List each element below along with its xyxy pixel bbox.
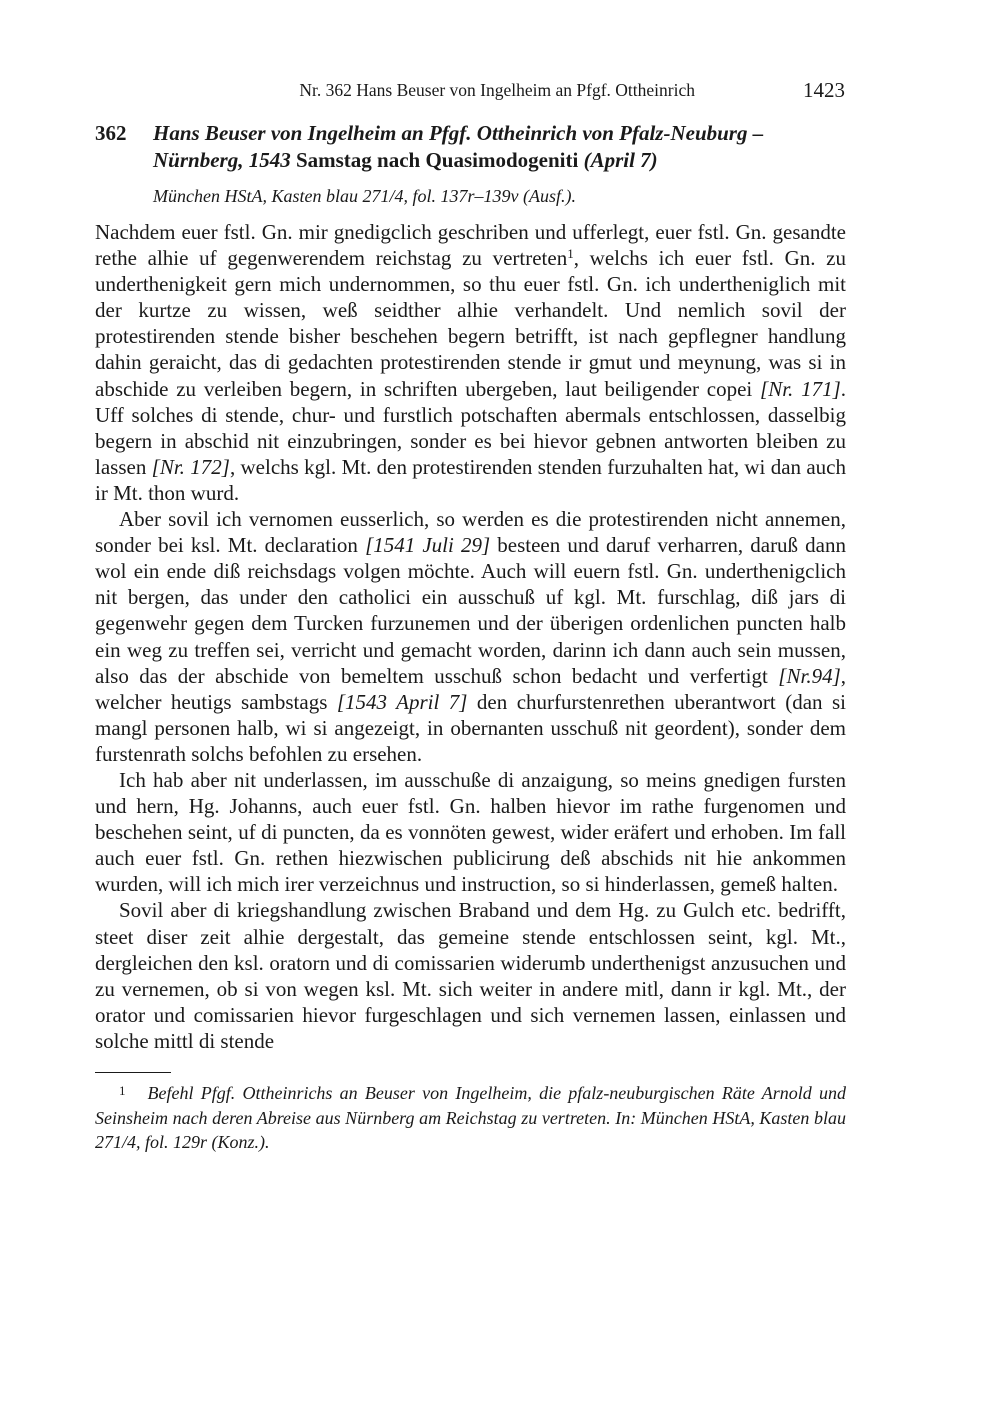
cross-reference: [Nr. 172] — [151, 454, 230, 479]
archival-source: München HStA, Kasten blau 271/4, fol. 137r–139v (Ausf.). — [153, 186, 576, 206]
footnote-divider — [95, 1072, 171, 1073]
paragraph-1 — [95, 219, 846, 506]
document-title-date: Samstag nach Quasimodogeniti — [290, 148, 584, 172]
running-head-title: Nr. 362 Hans Beuser von Ingelheim an Pfgf. Ottheinrich — [299, 80, 695, 100]
footnote-text: Befehl Pfgf. Ottheinrichs an Beuser von Ingelheim, die pfalz-neuburgischen Räte Arnold und Seinsheim nach deren Abreise aus Nürnberg am Reichstag zu vertreten. In: München HStA, Kasten blau 271/4, fol. 129r (Konz.). — [95, 1083, 846, 1152]
running-head — [95, 78, 846, 106]
footnote-mark: 1 — [119, 1083, 126, 1098]
text-run: . Uff solches di stende, chur- und furstlich potschaften abermals entschlossen, dasselbig begern in abschid nit einzubringen, sonder es bei hievor gebnen antworten bleiben zu lassen — [95, 376, 846, 479]
document-title — [153, 120, 846, 174]
paragraph-3: Ich hab aber nit underlassen, im ausschuße di anzaigung, so meins gnedigen fursten und hern, Hg. Johanns, auch euer fstl. Gn. halben hievor im rathe furgenomen und beschehen seint, uf di puncten, da es vonnöten gewest, wider eräfert und erhoben. Im fall auch euer fstl. Gn. rethen hiezwischen publicirung deß abschids nit hie ankommen wurden, will ich mich irer verzeichnus und instruction, so si hinderlassen, gemeß halten. — [95, 767, 846, 897]
footnote-reference: 1 — [567, 246, 574, 262]
footnote — [95, 1079, 846, 1155]
text-run: , welchs kgl. Mt. den protestirenden stenden furzuhalten hat, wi dan auch ir Mt. thon wurd. — [95, 454, 847, 505]
document-number: 362 — [95, 121, 127, 145]
paragraph-4: Sovil aber di kriegshandlung zwischen Braband und dem Hg. zu Gulch etc. bedrifft, steet diser zeit alhie dergestalt, das gemeine stende entschlossen seint, kgl. Mt., dergleichen den ksl. oratorn und di comissarien widerumb underthenigst anzusuchen und zu vernemen, ob si von wegen ksl. Mt. sich weiter in andere mitl, dann ir kgl. Mt., der orator und comissarien hievor furgeschlagen und sich vernemen lassen, einlassen und solche mittl di stende — [95, 898, 846, 1053]
text-run: den churfurstenrethen uberantwort (dan si mangl personen halb, wi si angezeigt, in obernanten usschuß nit geordent), sonder dem furstenrath solchs befohlen zu ersehen. — [95, 689, 846, 766]
document-heading — [95, 120, 846, 174]
paragraph-2 — [95, 506, 846, 767]
document-body — [95, 219, 846, 1054]
cross-reference: [1543 April 7] — [336, 689, 468, 714]
cross-reference: [Nr. 171] — [760, 376, 841, 401]
text-run: , welcher heutigs sambstags — [95, 663, 846, 714]
page — [95, 78, 846, 1155]
cross-reference: [Nr.94] — [778, 663, 841, 688]
document-title-main: Hans Beuser von Ingelheim an Pfgf. Ottheinrich von Pfalz-Neuburg – Nürnberg, 1543 — [153, 121, 764, 172]
text-run: , welchs ich euer fstl. Gn. zu underthenigkeit gern mich undernommen, so thu euer fstl. Gn. ich undertheniglich mit der kurtze zu wissen, weß seidther alhie verhandelt. Und nemlich sovil der protestirenden stende bisher beschehen begern betrifft, ist nach gepflegner handlung dahin geraicht, das di gedachten protestirenden stende ir gmut und meynung, was si in abschide zu verleiben begern, in schriften ubergeben, laut beiligender copei — [95, 246, 846, 401]
text-run: besteen und daruf verharren, daruß dann wol ein ende diß reichsdags volgen möchte. Auch will euern fstl. Gn. underthenigclich nit bergen, das under den catholici ein ausschuß uf kgl. Mt. furschlag, diß jars di gegenwehr gegen dem Turcken furzunemen und der überigen ordenlichen puncten halb ein weg zu treffen sei, verricht und gemacht worden, darinn ich dann auch sein mussen, also das der abschide von bemeltem usschuß schon bedacht und verfertigt — [95, 533, 847, 688]
page-number: 1423 — [803, 78, 845, 102]
document-title-date-normalized: (April 7) — [583, 148, 658, 172]
text-run: Nachdem euer fstl. Gn. mir gnedigclich geschriben und ufferlegt, euer fstl. Gn. gesandte rethe alhie uf gegenwerendem reichstag zu vertreten — [95, 220, 846, 271]
text-run: Aber sovil ich vernomen eusserlich, so werden es die protestirenden nicht annemen, sonder bei ksl. Mt. declaration — [95, 507, 846, 558]
cross-reference: [1541 Juli 29] — [365, 533, 491, 558]
